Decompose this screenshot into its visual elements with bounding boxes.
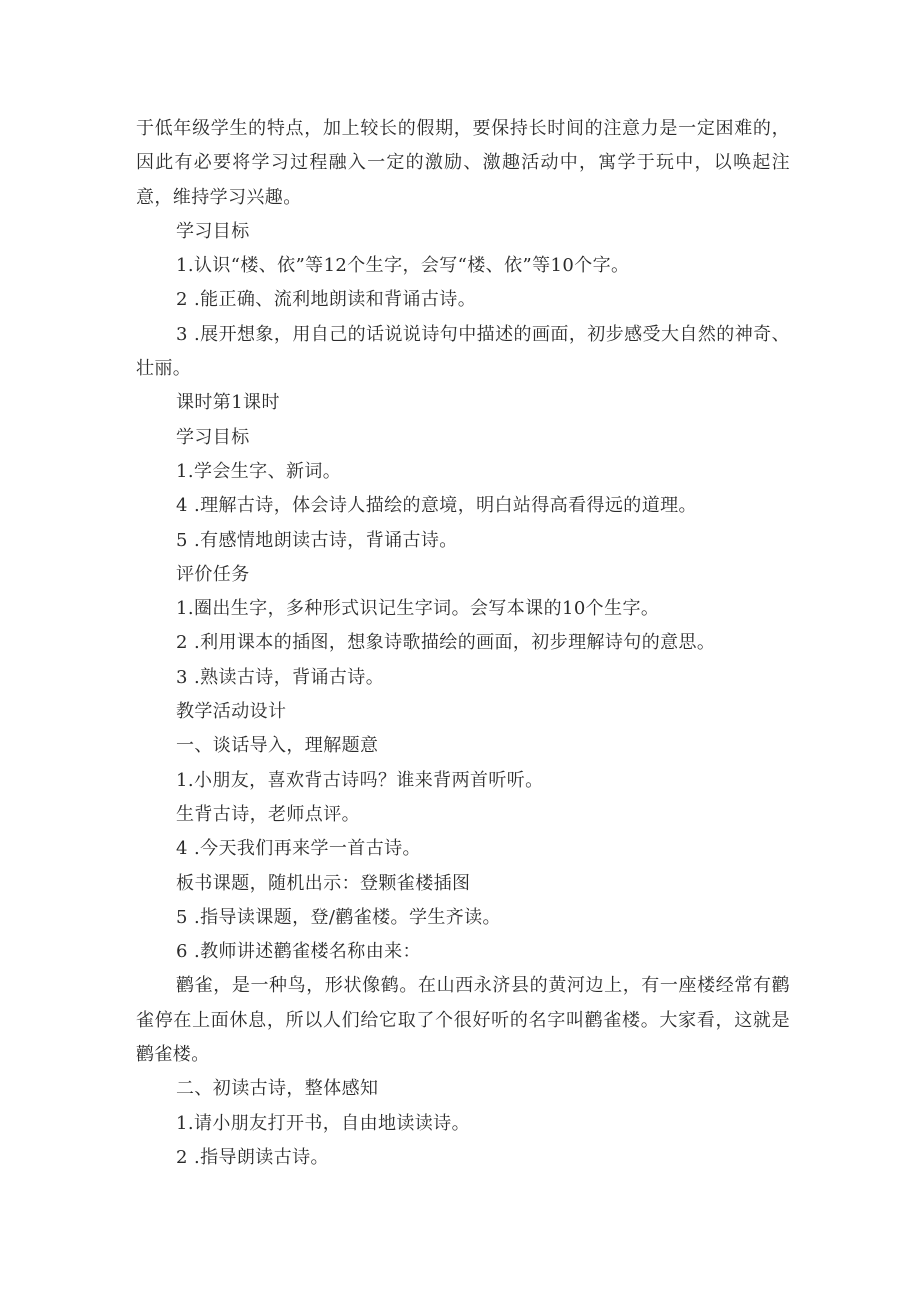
activity-item-5: 5 .指导读课题，登/鹳雀楼。学生齐读。: [176, 906, 501, 928]
reading-item-2: 2 .指导朗读古诗。: [176, 1146, 329, 1168]
heading-activity-design: 教学活动设计: [176, 701, 287, 723]
section-heading-1: 一、谈话导入，理解题意: [176, 735, 379, 757]
activity-item-6: 6 .教师讲述鹳雀楼名称由来：: [176, 941, 421, 963]
task-item-3: 3 .熟读古诗，背诵古诗。: [176, 666, 385, 688]
paragraph-stork-story: 鹳雀，是一种鸟，形状像鹤。在山西永济县的黄河边上，有一座楼经常有鹳雀停在上面休息，所以人们给它取了个很好听的名字叫鹳雀楼。大家看，这就是鹳雀楼。: [136, 975, 790, 1066]
task-item-2: 2 .利用课本的插图，想象诗歌描绘的画面，初步理解诗句的意思。: [176, 632, 716, 654]
goal-item-3: 3 .展开想象，用自己的话说说诗句中描述的画面，初步感受大自然的神奇、壮丽。: [136, 323, 790, 380]
goal-item-2: 2 .能正确、流利地朗读和背诵古诗。: [176, 289, 477, 311]
activity-item-1: 1.小朋友，喜欢背古诗吗？谁来背两首听听。: [176, 769, 544, 791]
document-body: [136, 112, 790, 1175]
activity-note-2: 板书课题，随机出示：登颗雀楼插图: [176, 872, 471, 894]
task-item-1: 1.圈出生字，多种形式识记生字词。会写本课的10个生字。: [176, 598, 660, 620]
goal2-item-5: 5 .有感情地朗读古诗，背诵古诗。: [176, 529, 458, 551]
heading-learning-goals: 学习目标: [176, 220, 250, 242]
activity-note-1: 生背古诗，老师点评。: [176, 803, 360, 825]
heading-learning-goals-2: 学习目标: [176, 426, 250, 448]
goal2-item-4: 4 .理解古诗，体会诗人描绘的意境，明白站得高看得远的道理。: [176, 495, 697, 517]
heading-evaluation-tasks: 评价任务: [176, 563, 250, 585]
activity-item-4: 4 .今天我们再来学一首古诗。: [176, 838, 421, 860]
section-heading-2: 二、初读古诗，整体感知: [176, 1078, 379, 1100]
goal-item-1: 1.认识“楼、依”等12个生字，会写“楼、依”等10个字。: [176, 255, 630, 277]
reading-item-1: 1.请小朋友打开书，自由地读读诗。: [176, 1112, 470, 1134]
heading-lesson-period: 课时第1课时: [176, 392, 280, 414]
paragraph-continuation: 于低年级学生的特点，加上较长的假期，要保持长时间的注意力是一定困难的，因此有必要将学习过程融入一定的激励、激趣活动中，寓学于玩中，以唤起注意，维持学习兴趣。: [136, 118, 790, 208]
goal2-item-1: 1.学会生字、新词。: [176, 460, 342, 482]
